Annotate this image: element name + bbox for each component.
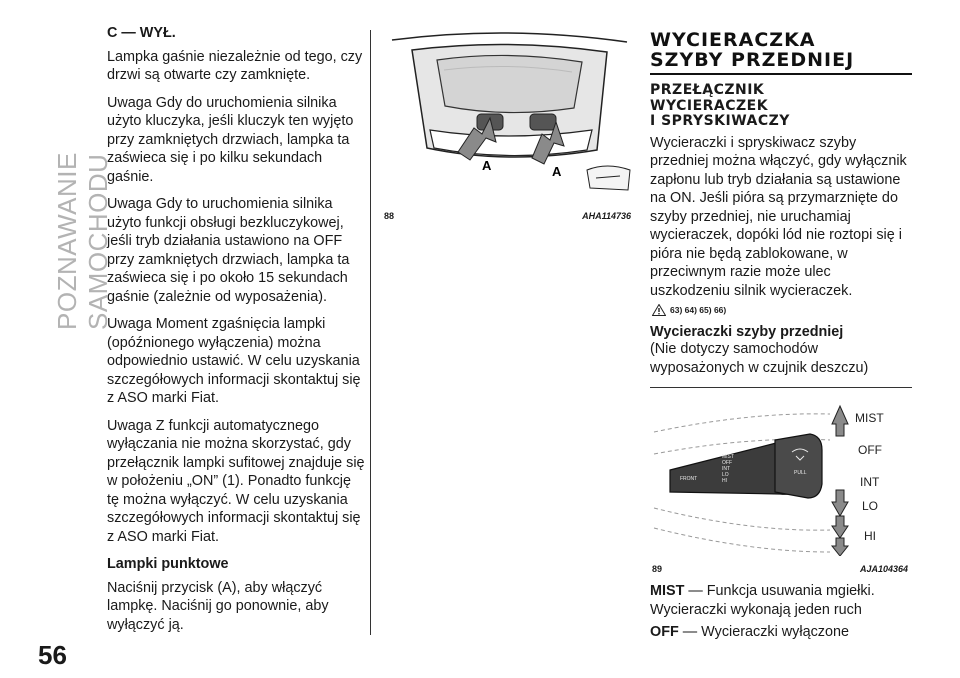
definition-off	[650, 623, 912, 642]
stalk-label: OFF	[722, 460, 732, 466]
page-number: 56	[38, 640, 67, 670]
figure-caption	[382, 208, 635, 221]
warning-icon	[652, 304, 666, 316]
column-divider	[370, 30, 371, 635]
paragraph: Naciśnij przycisk (A), aby włączyć lampkę. Naciśnij go ponownie, aby wyłączyć ją.	[107, 579, 329, 633]
stalk-label: PULL	[794, 470, 807, 476]
section-heading	[650, 30, 912, 70]
heading-rule	[650, 73, 912, 75]
warning-refs-text: 63) 64) 65) 66)	[670, 305, 727, 315]
front-wipers-heading: Wycieraczki szyby przedniej	[650, 324, 844, 340]
stalk-label: HI	[722, 478, 727, 484]
label-a: A	[482, 158, 492, 173]
paragraph: Lampka gaśnie niezależnie od tego, czy drzwi są otwarte czy zamknięte.	[107, 48, 363, 83]
stalk-label: MIST	[722, 454, 734, 460]
definition-mist	[650, 582, 912, 619]
position-label-int: INT	[860, 475, 880, 489]
position-label-hi: HI	[864, 529, 876, 543]
desc-off: — Wycieraczki wyłączone	[678, 624, 849, 640]
wiper-stalk-illustration	[650, 392, 912, 556]
subsection-heading-line: I SPRYSKIWACZY	[650, 113, 790, 129]
figure-code: AHA114736	[582, 211, 631, 221]
subsection-heading-line: WYCIERACZEK	[650, 97, 769, 114]
figure-caption	[650, 561, 912, 574]
figure-number: 89	[652, 564, 663, 574]
position-label-off: OFF	[858, 443, 882, 457]
term-off: OFF	[650, 624, 679, 640]
stalk-label: LO	[722, 472, 729, 478]
section-heading-line: WYCIERACZKA	[650, 29, 816, 51]
figure-88	[382, 30, 635, 221]
column-2	[382, 30, 635, 221]
stalk-label: FRONT	[680, 476, 698, 482]
section-heading-line: SZYBY PRZEDNIEJ	[650, 49, 855, 71]
paragraph: Uwaga Moment zgaśnięcia lampki (opóźnionego wyłączenia) można odpowiednio ustawić. W celu uzyskania szczegółowych informacji skontaktuj się z ASO marki Fiat.	[107, 316, 361, 406]
desc-mist: — Funkcja usuwania mgiełki. Wycieraczki wykonają jeden ruch	[650, 583, 875, 618]
paragraph: Uwaga Gdy to uruchomienia silnika użyto funkcji obsługi bezkluczykowej, jeśli tryb działania ustawiono na OFF przy zamkniętych drzwiach, lampka ta zaświeca się i po około 15 sekundach gaśnie (zależnie od wyposażenia).	[107, 196, 350, 305]
heading-c-off: C — WYŁ.	[107, 25, 176, 41]
heading-spot-lamps: Lampki punktowe	[107, 556, 229, 572]
term-mist: MIST	[650, 583, 685, 599]
overhead-console-illustration	[382, 30, 635, 208]
position-label-lo: LO	[862, 499, 879, 513]
section-title: POZNAWANIE SAMOCHODU	[52, 152, 113, 330]
paragraph: Uwaga Gdy do uruchomienia silnika użyto kluczyka, jeśli kluczyk ten wyjęto przy zamkniętych drzwiach, lampka ta zaświeca się i po kilku sekundach gaśnie.	[107, 94, 354, 185]
subsection-heading-line: PRZEŁĄCZNIK	[650, 82, 765, 98]
subsection-heading	[650, 83, 912, 130]
label-a: A	[552, 164, 562, 179]
position-label-mist: MIST	[855, 411, 884, 425]
figure-89	[650, 387, 912, 574]
figure-number: 88	[384, 211, 395, 221]
column-1	[107, 24, 365, 643]
front-wipers-note: (Nie dotyczy samochodów wyposażonych w czujnik deszczu)	[650, 341, 869, 376]
intro-paragraph: Wycieraczki i spryskiwacz szyby przedniej można włączyć, gdy wyłącznik zapłonu lub tryb działania są ustawione na ON. Jeśli pióra są przymarznięte do szyby przedniej, nie uruchamiaj wycieraczek, dopóki lód nie roztopi się i pióra nie będą zablokowane, w przeciwnym razie może ulec uszkodzeniu silnik wycieraczek.	[650, 134, 907, 299]
column-3	[650, 30, 912, 642]
figure-code: AJA104364	[859, 564, 908, 574]
paragraph: Uwaga Z funkcji automatycznego wyłączania nie można skorzystać, gdy przełącznik lampki sufitowej znajduje się w położeniu „ON” (1). Ponadto funkcję tę można wyłączyć. W celu uzyskania szczegółowych informacji skontaktuj się z ASO marki Fiat.	[107, 417, 365, 545]
stalk-label: INT	[722, 466, 731, 472]
warning-refs	[652, 304, 912, 316]
